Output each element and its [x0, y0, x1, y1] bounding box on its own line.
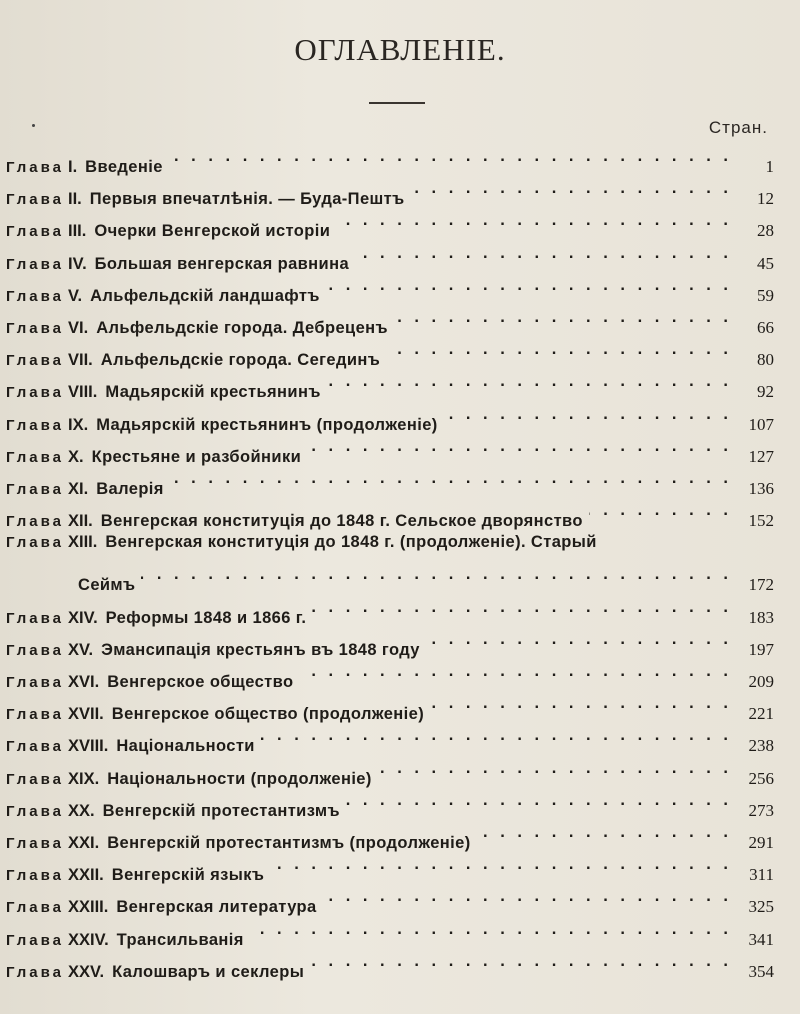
- chapter-title: Альфельдскіе города. Дебреценъ: [96, 318, 388, 337]
- chapter-word: Глава: [6, 352, 64, 370]
- page-number: 45: [757, 253, 774, 273]
- page-number: 152: [748, 511, 774, 531]
- chapter-word: Глава: [6, 191, 64, 209]
- chapter-word: Глава: [6, 384, 64, 402]
- dot-leader: [261, 719, 732, 751]
- dot-leader: [170, 462, 732, 494]
- page-number: 12: [757, 189, 774, 209]
- chapter-title: Венгерская литература: [116, 898, 317, 917]
- chapter-number: XXIII.: [68, 898, 109, 917]
- dot-leader: [386, 333, 732, 365]
- chapter-word: Глава: [6, 641, 64, 659]
- page-number: 238: [748, 736, 774, 756]
- chapter-number: XII.: [68, 512, 93, 531]
- chapter-word: Глава: [6, 480, 64, 498]
- chapter-number: I.: [68, 158, 78, 176]
- chapter-title: Калошваръ и секлеры: [112, 962, 305, 981]
- chapter-number: XXV.: [68, 962, 105, 981]
- dot-leader: [394, 301, 732, 333]
- chapter-word: Глава: [6, 963, 64, 981]
- dot-leader: [430, 687, 732, 719]
- chapter-title: Венгерская конституція до 1848 г. Сельское дворянство: [100, 512, 583, 531]
- dot-leader: [141, 558, 732, 590]
- page-number: 66: [757, 317, 774, 337]
- dot-leader: [323, 880, 732, 912]
- chapter-number: IV.: [68, 254, 87, 273]
- toc-entry: [6, 558, 774, 595]
- chapter-title: Сеймъ: [78, 576, 136, 595]
- chapter-number: IX.: [68, 415, 89, 434]
- page-number: 1: [765, 157, 774, 176]
- chapter-title: Первыя впечатлѣнія. — Буда-Пештъ: [89, 190, 405, 209]
- dot-leader: [299, 655, 732, 687]
- chapter-number: XV.: [68, 640, 94, 659]
- page-number: 92: [757, 382, 774, 402]
- dot-leader: [336, 204, 732, 236]
- page-number: 354: [748, 961, 774, 981]
- page-number: 107: [748, 414, 774, 434]
- page-number: 172: [748, 575, 774, 595]
- page-number: 59: [757, 285, 774, 305]
- chapter-number: VII.: [68, 351, 93, 370]
- chapter-word: Глава: [6, 319, 64, 337]
- page-column-header: Стран.: [708, 118, 768, 137]
- chapter-number: V.: [68, 286, 83, 305]
- print-speck: [32, 124, 35, 127]
- chapter-word: Глава: [6, 770, 64, 788]
- chapter-title: Національности: [116, 737, 255, 756]
- chapter-word: Глава: [6, 513, 64, 531]
- chapter-title: Реформы 1848 и 1866 г.: [105, 608, 307, 627]
- chapter-title: Введеніе: [85, 158, 163, 176]
- chapter-title: Венгерскій протестантизмъ (продолженіе): [107, 833, 471, 852]
- page-number: 341: [748, 929, 774, 949]
- page-number: 127: [748, 446, 774, 466]
- chapter-word: Глава: [6, 223, 64, 241]
- chapter-word: Глава: [6, 287, 64, 305]
- chapter-number: XIX.: [68, 769, 100, 788]
- dot-leader: [426, 623, 732, 655]
- page-number: 311: [749, 865, 774, 885]
- toc-entry: [6, 140, 774, 176]
- chapter-title: Національности (продолженіе): [107, 769, 372, 788]
- page-title: ОГЛАВЛЕНІЕ.: [294, 32, 506, 67]
- page-number: 197: [748, 639, 774, 659]
- toc-entry: [6, 526, 774, 558]
- dot-leader: [270, 848, 732, 880]
- page-number: 209: [748, 672, 774, 691]
- chapter-number: XVI.: [68, 673, 100, 691]
- chapter-word: Глава: [6, 159, 64, 176]
- title-underline: [369, 102, 425, 104]
- chapter-title: Мадьярскій крестьянинъ (продолженіе): [96, 415, 438, 434]
- chapter-word: Глава: [6, 609, 64, 627]
- dot-leader: [312, 591, 732, 623]
- dot-leader: [327, 365, 732, 397]
- chapter-title: Крестьяне и разбойники: [91, 447, 302, 466]
- page-number: 28: [757, 221, 774, 241]
- chapter-word: Глава: [6, 867, 64, 885]
- dot-leader: [346, 784, 732, 816]
- chapter-word: Глава: [6, 899, 64, 917]
- dot-leader: [250, 913, 732, 945]
- chapter-number: XIII.: [68, 533, 98, 552]
- chapter-number: VI.: [68, 318, 89, 337]
- chapter-number: XIV.: [68, 608, 98, 627]
- dot-leader: [589, 494, 732, 526]
- chapter-word: Глава: [6, 706, 64, 724]
- chapter-number: XXIV.: [68, 930, 109, 949]
- chapter-word: Глава: [6, 738, 64, 756]
- chapter-word: Глава: [6, 448, 64, 466]
- chapter-title: Мадьярскій крестьянинъ: [105, 383, 321, 402]
- chapter-word: Глава: [6, 674, 64, 691]
- page-number: 183: [748, 607, 774, 627]
- chapter-word: Глава: [6, 834, 64, 852]
- dot-leader: [326, 269, 732, 301]
- chapter-number: XVII.: [68, 705, 104, 724]
- dot-leader: [477, 816, 732, 848]
- chapter-word: Глава: [6, 416, 64, 434]
- page-number: 256: [748, 768, 774, 788]
- chapter-number: XVIII.: [68, 737, 109, 756]
- chapter-title: Большая венгерская равнина: [94, 254, 350, 273]
- dot-leader: [310, 945, 732, 977]
- page-number: 325: [748, 897, 774, 917]
- chapter-word: Глава: [6, 802, 64, 820]
- page-number: 221: [748, 704, 774, 724]
- dot-leader: [355, 237, 732, 269]
- chapter-number: II.: [68, 190, 82, 209]
- chapter-number: XXI.: [68, 833, 100, 852]
- page-number: 80: [757, 350, 774, 370]
- chapter-title: Венгерское общество (продолженіе): [111, 705, 425, 724]
- chapter-word: Глава: [6, 255, 64, 273]
- chapter-number: XXII.: [68, 866, 104, 885]
- chapter-title: Эмансипація крестьянъ въ 1848 году: [101, 640, 420, 659]
- dot-leader: [378, 752, 732, 784]
- chapter-title: Трансильванія: [116, 930, 244, 949]
- dot-leader: [307, 430, 732, 462]
- chapter-number: XI.: [68, 479, 89, 498]
- dot-leader: [444, 398, 732, 430]
- page-number: 291: [748, 832, 774, 852]
- chapter-number: III.: [68, 222, 87, 241]
- chapter-word: Глава: [6, 931, 64, 949]
- chapter-title: Венгерскій протестантизмъ: [102, 801, 340, 820]
- page-number: 273: [748, 800, 774, 820]
- chapter-number: XX.: [68, 801, 95, 820]
- page-number: 136: [748, 478, 774, 498]
- chapter-title: Венгерская конституція до 1848 г. (продолженіе). Старый: [105, 533, 597, 552]
- chapter-number: X.: [68, 447, 84, 466]
- dot-leader: [169, 140, 732, 172]
- chapter-title: Венгерское общество: [107, 673, 294, 691]
- chapter-title: Венгерскій языкъ: [111, 866, 265, 885]
- chapter-title: Очерки Венгерской исторіи: [94, 222, 331, 241]
- chapter-number: VIII.: [68, 383, 98, 402]
- dot-leader: [411, 172, 732, 204]
- table-of-contents: [6, 140, 774, 981]
- chapter-word: Глава: [6, 534, 64, 552]
- chapter-title: Валерія: [96, 479, 164, 498]
- chapter-title: Альфельдскій ландшафтъ: [90, 286, 320, 305]
- chapter-title: Альфельдскіе города. Сегединъ: [100, 351, 381, 370]
